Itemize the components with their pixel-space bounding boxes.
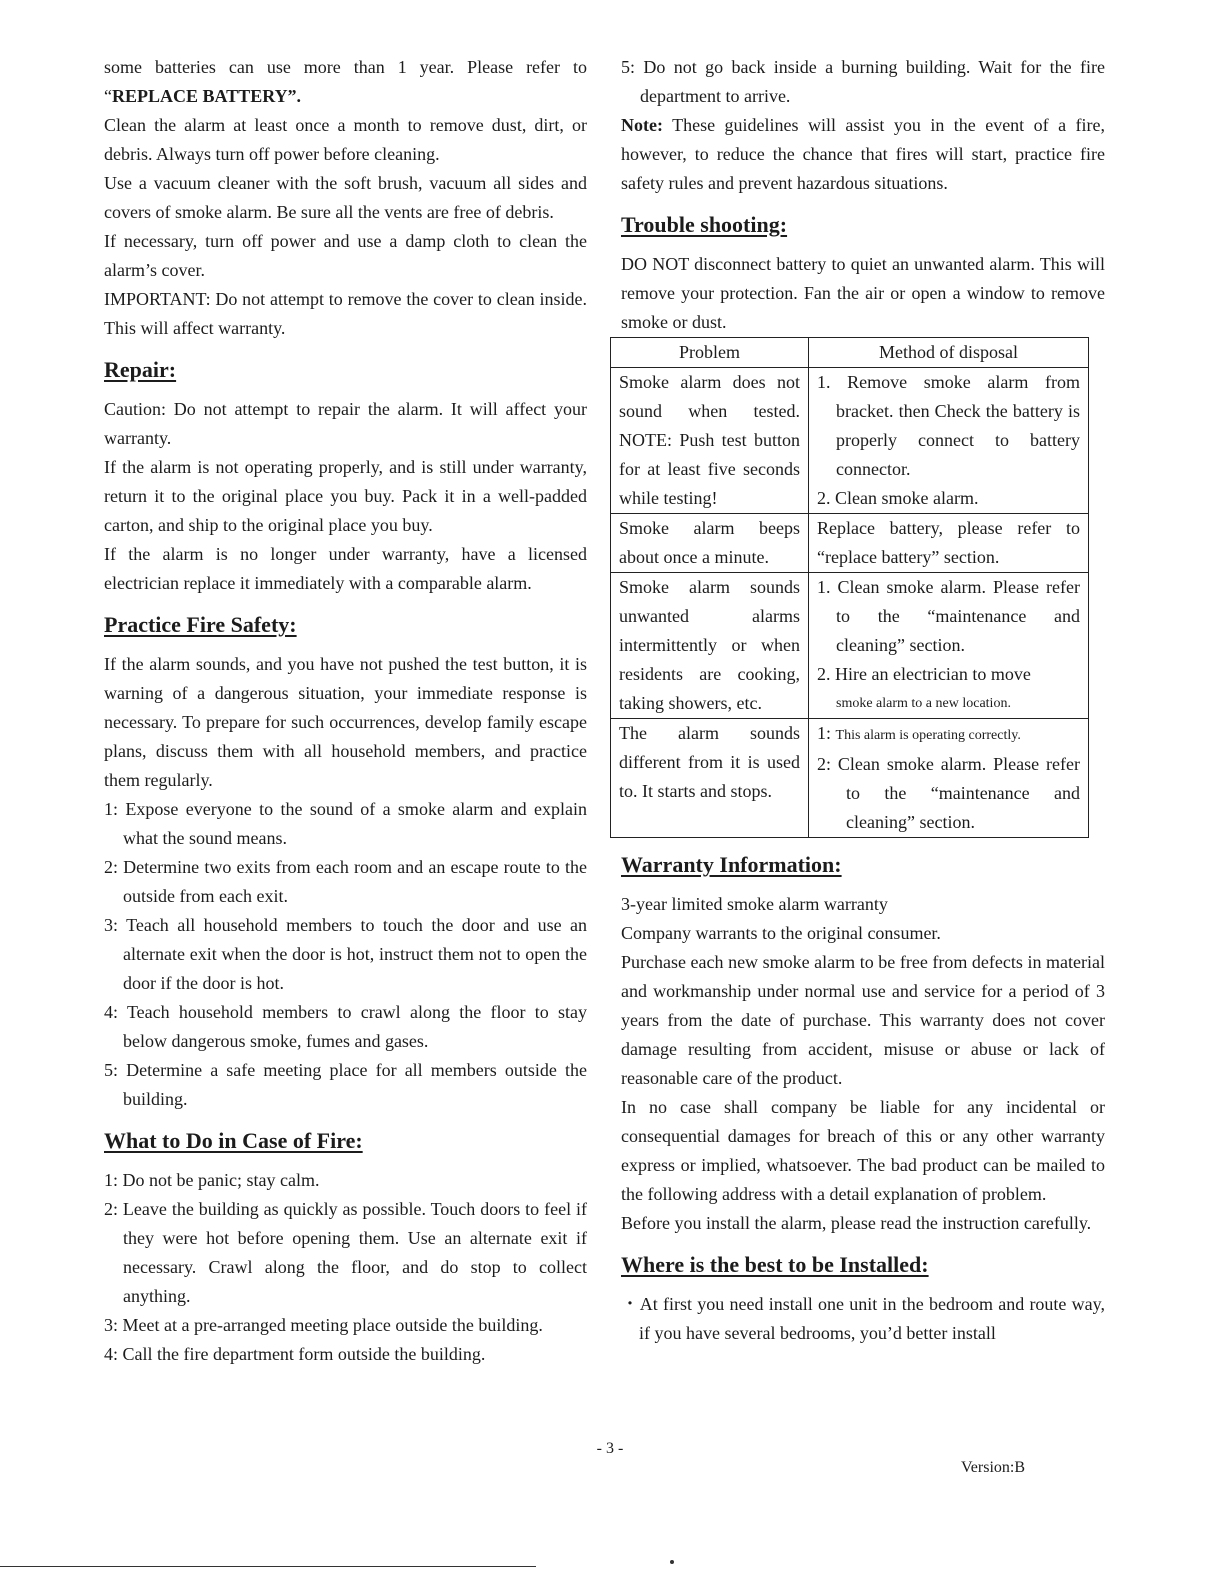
bottom-cut-mark [670,1560,674,1564]
practice-fire-safety-heading: Practice Fire Safety: [104,612,297,637]
table-row [611,368,1089,514]
problem-cell: The alarm sounds different from it is used to. It starts and stops. [611,719,809,838]
table-header-row [611,338,1089,368]
repair-paragraph-2: If the alarm is not operating properly, and is still under warranty, return it to the original place you buy. Pack it in a well-padded carton, and ship to the original place you buy. [104,457,587,535]
method-step: 2. Clean smoke alarm. [817,488,979,508]
method-cell [809,573,1089,719]
column-header-method: Method of disposal [809,338,1089,368]
replace-battery-reference: REPLACE BATTERY”. [112,86,302,106]
intro-paragraph-5: IMPORTANT: Do not attempt to remove the cover to clean inside. This will affect warranty. [104,289,587,338]
case-of-fire-heading: What to Do in Case of Fire: [104,1128,363,1153]
problem-cell: Smoke alarm beeps about once a minute. [611,514,809,573]
installation-heading: Where is the best to be Installed: [621,1252,929,1277]
fire-item-4: 4: Call the fire department form outside the building. [104,1344,486,1364]
repair-paragraph-1: Caution: Do not attempt to repair the alarm. It will affect your warranty. [104,399,587,448]
problem-cell: Smoke alarm sounds unwanted alarms intermittently or when residents are cooking, taking showers, etc. [611,573,809,719]
practice-paragraph: If the alarm sounds, and you have not pushed the test button, it is warning of a dangerous situation, your immediate response is necessary. To prepare for such occurrences, develop family escape plans, discuss them with all household members, and practice them regularly. [104,654,587,790]
practice-item-5: 5: Determine a safe meeting place for all members outside the building. [104,1060,587,1109]
method-step: 1. Clean smoke alarm. Please refer to the “maintenance and cleaning” section. [817,577,1080,655]
method-step-continuation: smoke alarm to a new location. [836,696,1011,711]
warranty-paragraph-2: Company warrants to the original consumer. [621,923,941,943]
method-step: 2: Clean smoke alarm. Please refer to the “maintenance and cleaning” section. [817,754,1080,832]
practice-item-4: 4: Teach household members to crawl along the floor to stay below dangerous smoke, fumes and gases. [104,1002,587,1051]
method-cell [809,719,1089,838]
warranty-paragraph-1: 3-year limited smoke alarm warranty [621,894,888,914]
method-cell [809,514,1089,573]
page-number: - 3 - [596,1440,624,1457]
fire-item-2: 2: Leave the building as quickly as possible. Touch doors to feel if they were hot before opening them. Use an alternate exit if necessary. Crawl along the floor, and do stop to collect anything. [104,1199,587,1306]
fire-item-3: 3: Meet at a pre-arranged meeting place outside the building. [104,1315,543,1335]
method-step: 1: This alarm is operating correctly. [817,723,1021,743]
problem-cell: Smoke alarm does not sound when tested. NOTE: Push test button for at least five seconds while testing! [611,368,809,514]
note-label: Note: [621,115,663,135]
method-cell [809,368,1089,514]
warranty-paragraph-3: Purchase each new smoke alarm to be free from defects in material and workmanship under normal use and service for a period of 3 years from the date of purchase. This warranty does not cover damage resulting from accident, misuse or abuse or lack of reasonable care of the product. [621,952,1105,1088]
method-step: Replace battery, please refer to “replace battery” section. [817,518,1080,567]
table-row [611,719,1089,838]
table-row [611,514,1089,573]
practice-item-1: 1: Expose everyone to the sound of a smoke alarm and explain what the sound means. [104,799,587,848]
installation-bullet-1: ・At first you need install one unit in the bedroom and route way, if you have several bedrooms, you’d better install [621,1294,1105,1343]
trouble-shooting-table [610,337,1089,838]
repair-heading: Repair: [104,357,177,382]
note-paragraph: Note: These guidelines will assist you in the event of a fire, however, to reduce the chance that fires will start, practice fire safety rules and prevent hazardous situations. [621,115,1105,193]
trouble-shooting-paragraph: DO NOT disconnect battery to quiet an unwanted alarm. This will remove your protection. Fan the air or open a window to remove smoke or dust. [621,254,1105,332]
practice-item-2: 2: Determine two exits from each room and an escape route to the outside from each exit. [104,857,587,906]
practice-item-3: 3: Teach all household members to touch the door and use an alternate exit when the door is hot, instruct them not to open the door if the door is hot. [104,915,587,993]
intro-paragraph-4: If necessary, turn off power and use a damp cloth to clean the alarm’s cover. [104,231,587,280]
method-step: 1. Remove smoke alarm from bracket. then Check the battery is properly connect to battery connector. [817,372,1080,479]
warranty-paragraph-5: Before you install the alarm, please read the instruction carefully. [621,1213,1092,1233]
left-column [104,53,587,1369]
version-label: Version:B [961,1459,1025,1476]
intro-paragraph-2: Clean the alarm at least once a month to remove dust, dirt, or debris. Always turn off power before cleaning. [104,115,587,164]
intro-paragraph-1: some batteries can use more than 1 year. Please refer to “REPLACE BATTERY”. [104,57,587,106]
column-header-problem: Problem [611,338,809,368]
trouble-shooting-heading: Trouble shooting: [621,212,788,237]
fire-item-1: 1: Do not be panic; stay calm. [104,1170,320,1190]
repair-paragraph-3: If the alarm is no longer under warranty, have a licensed electrician replace it immediately with a comparable alarm. [104,544,587,593]
method-step: 2. Hire an electrician to move [817,664,1031,684]
warranty-paragraph-4: In no case shall company be liable for any incidental or consequential damages for breach of this or any other warranty express or implied, whatsoever. The bad product can be mailed to the following address with a detail explanation of problem. [621,1097,1105,1204]
warranty-heading: Warranty Information: [621,852,842,877]
right-column [621,53,1105,1348]
bottom-cut-line [0,1566,536,1567]
intro-paragraph-3: Use a vacuum cleaner with the soft brush, vacuum all sides and covers of smoke alarm. Be sure all the vents are free of debris. [104,173,587,222]
fire-item-5: 5: Do not go back inside a burning building. Wait for the fire department to arrive. [621,57,1105,106]
table-row [611,573,1089,719]
